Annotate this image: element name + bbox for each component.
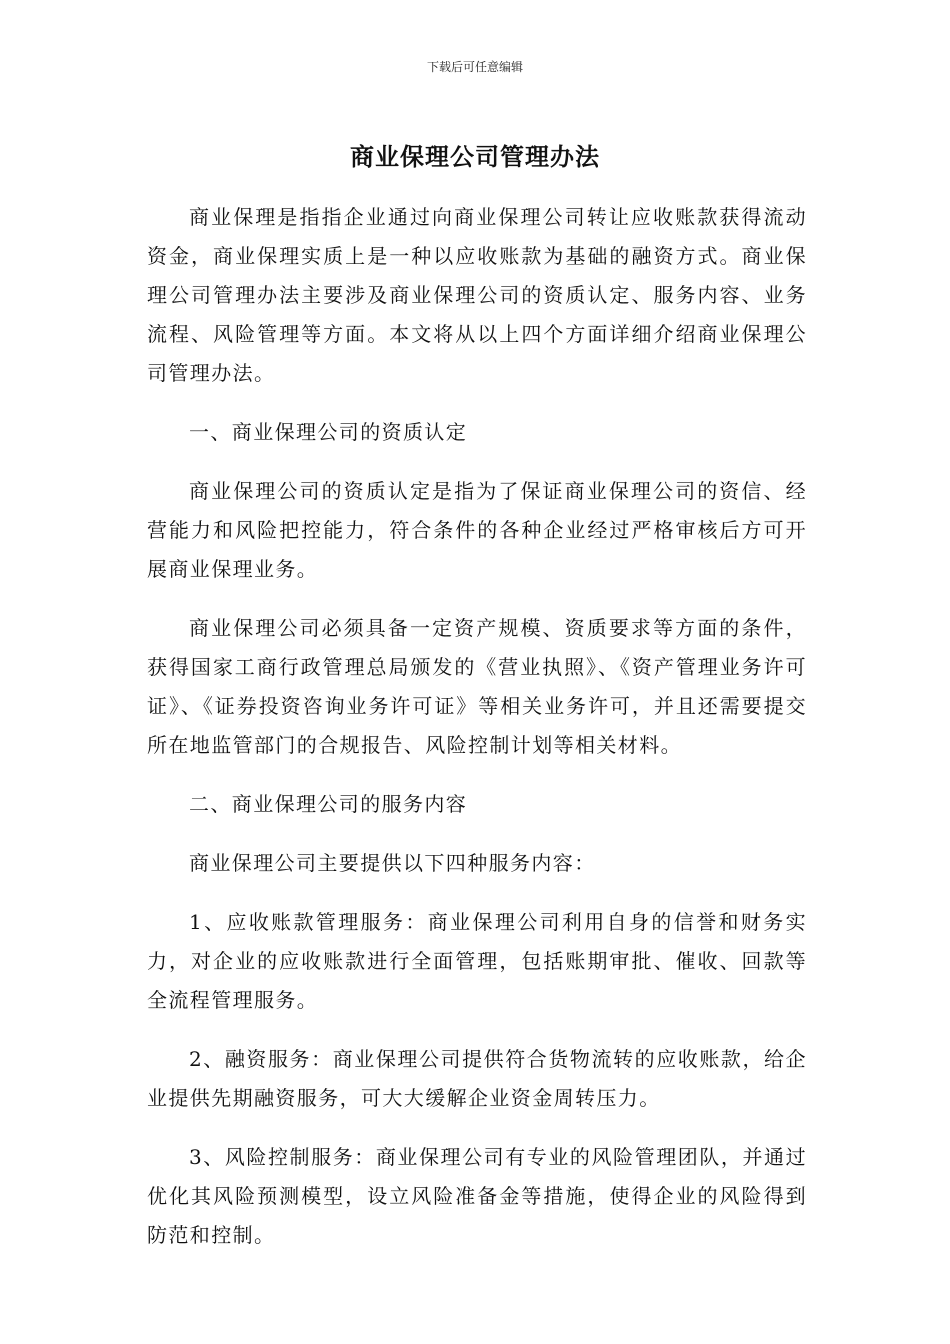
paragraph-service-3: 3、风险控制服务：商业保理公司有专业的风险管理团队，并通过优化其风险预测模型，设立风险准备金等措施，使得企业的风险得到防范和控制。 xyxy=(147,1145,807,1247)
document-title: 商业保理公司管理办法 xyxy=(350,143,600,171)
paragraph-intro: 商业保理是指指企业通过向商业保理公司转让应收账款获得流动资金，商业保理实质上是一种以应收账款为基础的融资方式。商业保理公司管理办法主要涉及商业保理公司的资质认定、服务内容、业务流程、风险管理等方面。本文将从以上四个方面详细介绍商业保理公司管理办法。 xyxy=(147,205,807,385)
section-heading-services: 二、商业保理公司的服务内容 xyxy=(189,792,468,816)
paragraph-service-2: 2、融资服务：商业保理公司提供符合货物流转的应收账款，给企业提供先期融资服务，可大大缓解企业资金周转压力。 xyxy=(147,1047,807,1110)
section-heading-qualification: 一、商业保理公司的资质认定 xyxy=(189,420,468,444)
document-body xyxy=(147,198,807,1275)
paragraph-qualification-requirements: 商业保理公司必须具备一定资产规模、资质要求等方面的条件，获得国家工商行政管理总局颁发的《营业执照》、《资产管理业务许可证》、《证券投资咨询业务许可证》等相关业务许可，并且还需要提交所在地监管部门的合规报告、风险控制计划等相关材料。 xyxy=(147,616,807,757)
paragraph-services-intro: 商业保理公司主要提供以下四种服务内容： xyxy=(189,851,596,875)
paragraph-service-1: 1、应收账款管理服务：商业保理公司利用自身的信誉和财务实力，对企业的应收账款进行全面管理，包括账期审批、催收、回款等全流程管理服务。 xyxy=(147,910,807,1012)
header-note: 下载后可任意编辑 xyxy=(426,60,523,74)
paragraph-qualification-definition: 商业保理公司的资质认定是指为了保证商业保理公司的资信、经营能力和风险把控能力，符合条件的各种企业经过严格审核后方可开展商业保理业务。 xyxy=(147,479,807,581)
